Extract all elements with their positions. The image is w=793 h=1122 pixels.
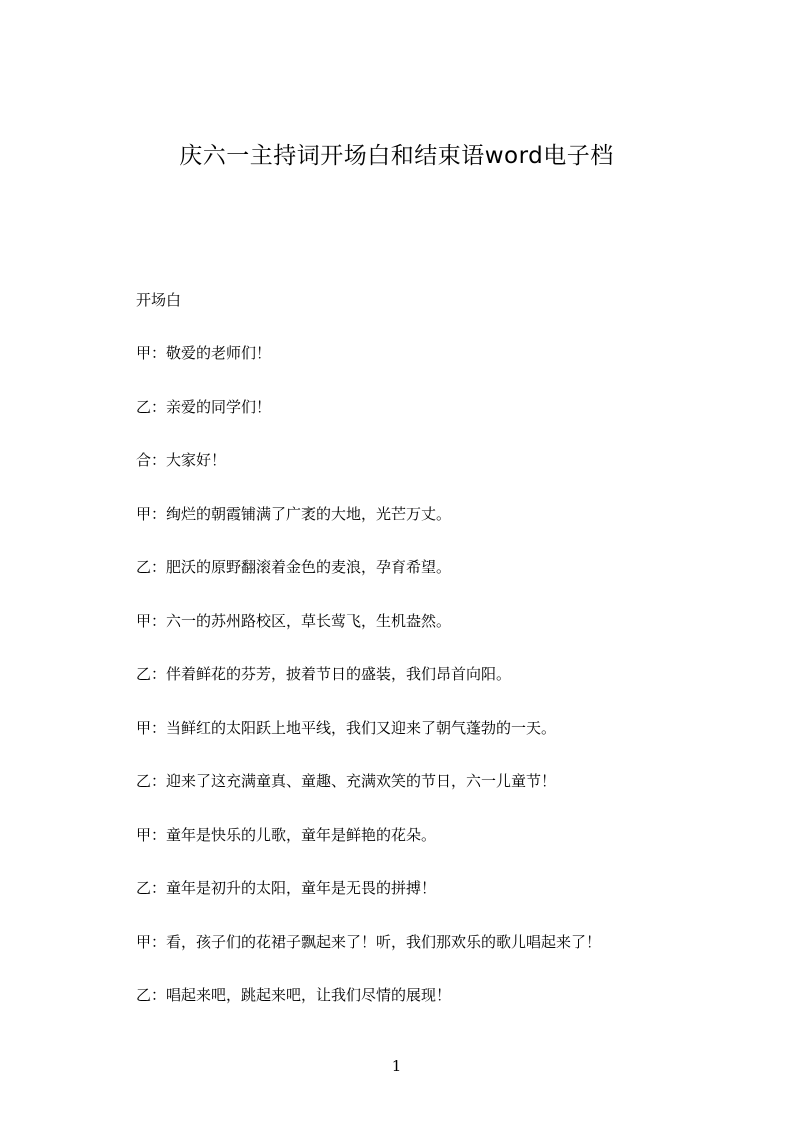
script-line: 乙：肥沃的原野翻滚着金色的麦浪，孕育希望。 [136,558,452,576]
page-number: 1 [391,1057,402,1075]
script-line: 合：大家好！ [136,451,227,469]
script-line: 甲：敬爱的老师们！ [136,344,272,362]
document-title: 庆六一主持词开场白和结束语word电子档 [179,143,614,169]
script-lines [136,342,696,1038]
script-line: 甲：六一的苏州路校区，草长莺飞，生机盎然。 [136,611,452,630]
script-line: 甲：看，孩子们的花裙子飘起来了！听，我们那欢乐的歌儿唱起来了！ [136,932,602,951]
script-line: 乙：童年是初升的太阳，童年是无畏的拼搏！ [136,879,437,897]
script-line: 乙：唱起来吧，跳起来吧，让我们尽情的展现！ [136,986,452,1004]
script-line: 乙：伴着鲜花的芬芳，披着节日的盛装，我们昂首向阳。 [136,665,512,683]
script-line: 甲：绚烂的朝霞铺满了广袤的大地，光芒万丈。 [136,504,452,523]
script-line: 乙：迎来了这充满童真、童趣、充满欢笑的节日，六一儿童节！ [136,772,557,790]
script-line: 甲：童年是快乐的儿歌，童年是鲜艳的花朵。 [136,825,437,844]
script-line: 甲：当鲜红的太阳跃上地平线，我们又迎来了朝气蓬勃的一天。 [136,718,557,737]
section-heading: 开场白 [136,291,182,309]
script-line: 乙：亲爱的同学们！ [136,397,272,416]
